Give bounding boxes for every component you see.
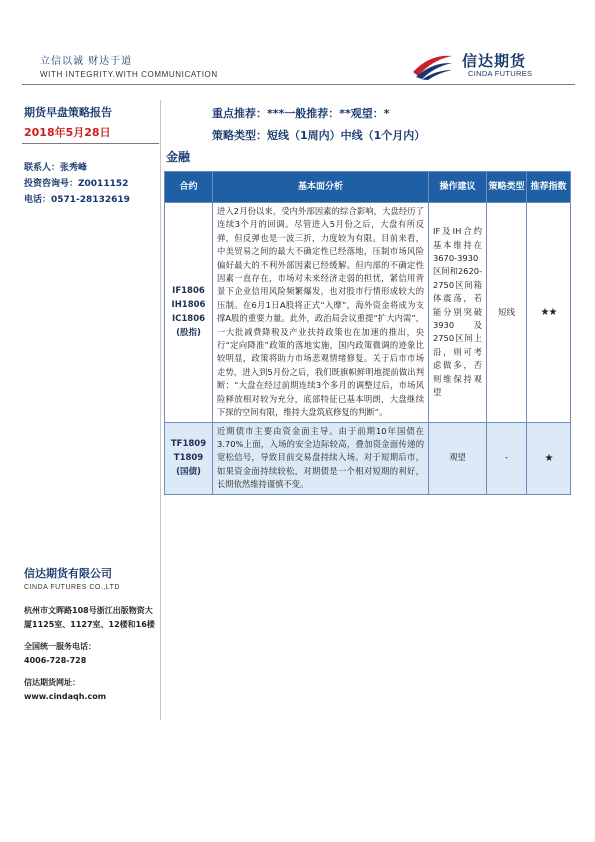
table-row (165, 203, 571, 423)
license-number: 投资咨询号：Z0011152 (24, 179, 129, 189)
website-label: 信达期货网址： (24, 678, 80, 687)
company-name-en: CINDA FUTURES CO.,LTD (24, 584, 120, 591)
advice-cell: IF及IH合约基本维持在3670-3930区间和2620-2750区间箱体震荡，若能分别突破3930及2750区间上沿，则可考虑做多，否则维保持观望 (429, 203, 487, 423)
contract-cell: IF1806 IH1806 IC1806 (股指) (165, 203, 213, 423)
report-date: 2018年5月28日 (24, 126, 111, 139)
vertical-divider (160, 100, 161, 720)
analysis-cell: 近期债市主要由资金面主导。由于前期10年国债在3.70%上面，入场的安全边际较高，叠加资金面传递的宽松信号，导致目前交易盘持续入场。对于短期后市，如果资金面持续较松，对期债是一个相对短期的利好，长期依然维持谨慎不变。 (213, 422, 429, 494)
rating-cell: ★ (527, 422, 571, 494)
recommendation-legend: 重点推荐：***一般推荐：**观望：* (212, 107, 390, 120)
contact-phone: 电话：0571-28132619 (24, 195, 130, 205)
report-title: 期货早盘策略报告 (24, 106, 112, 119)
company-name: 信达期货有限公司 (24, 567, 112, 580)
logo-text-en: CINDA FUTURES (468, 69, 533, 78)
contact-person: 联系人：张秀峰 (24, 163, 88, 173)
logo-text-cn: 信达期货 (462, 52, 527, 70)
header-advice: 操作建议 (429, 172, 487, 203)
advice-cell: 观望 (429, 422, 487, 494)
header-contract: 合约 (165, 172, 213, 203)
contract-cell: TF1809 T1809 (国债) (165, 422, 213, 494)
header-analysis: 基本面分析 (213, 172, 429, 203)
hotline-number: 4006-728-728 (24, 656, 87, 665)
section-title: 金融 (166, 150, 191, 164)
company-address: 杭州市文晖路108号浙江出版物资大厦1125室、1127室、12楼和16楼 (24, 606, 155, 629)
slogan-en: WITH INTEGRITY.WITH COMMUNICATION (40, 70, 218, 79)
sidebar-divider (22, 143, 159, 144)
strategy-type-cell: 短线 (487, 203, 527, 423)
header-divider (22, 84, 575, 85)
strategy-table (164, 171, 571, 495)
contact-block (24, 160, 130, 208)
website-link[interactable]: www.cindaqh.com (24, 692, 107, 701)
rating-cell: ★★ (527, 203, 571, 423)
table-header-row (165, 172, 571, 203)
table-row (165, 422, 571, 494)
header-rating: 推荐指数 (527, 172, 571, 203)
hotline-label: 全国统一服务电话： (24, 642, 96, 651)
cinda-logo-icon (410, 50, 454, 80)
strategy-type-cell: - (487, 422, 527, 494)
analysis-cell: 进入2月份以来，受内外部因素的综合影响，大盘经历了连续3个月的回调。尽管进入5月份之后，大盘有所反弹，但反弹也是一波三折，力度较为有限。目前来看，中美贸易之间的最大不确定性已经落地，压制市场风险偏好最大的不利外部因素已经缓解。但内部的不确定性因素一直存在，市场对未来经济走弱的担忧，紧信用背景下企业信用风险频繁爆发，也对股市行情形成较大的压制。在6月1日A股将正式“入摩”，海外资金将成为支撑A股的重要力量。此外，政治局会议重提“扩大内需”，一大批减费降税及产业扶持政策也在加速的推出，央行“定向降准”政策的落地实施，国内政策微调的迹象比较明显，政策将助力市场悲观情绪修复。关于后市市场走势，进入到5月份之后，我们既旗帜鲜明地提前做出判断：“大盘在经过前期连续3个多月的调整过后，市场风险释放相对较为充分，底部特征已基本明朗，大盘继续下探的空间有限，维持大盘筑底修复的判断”。 (213, 203, 429, 423)
header-strategy-type: 策略类型 (487, 172, 527, 203)
slogan-cn: 立信以诚 财达于道 (40, 56, 133, 67)
company-info (24, 604, 159, 704)
strategy-type-legend: 策略类型：短线（1周内）中线（1个月内） (212, 129, 426, 142)
